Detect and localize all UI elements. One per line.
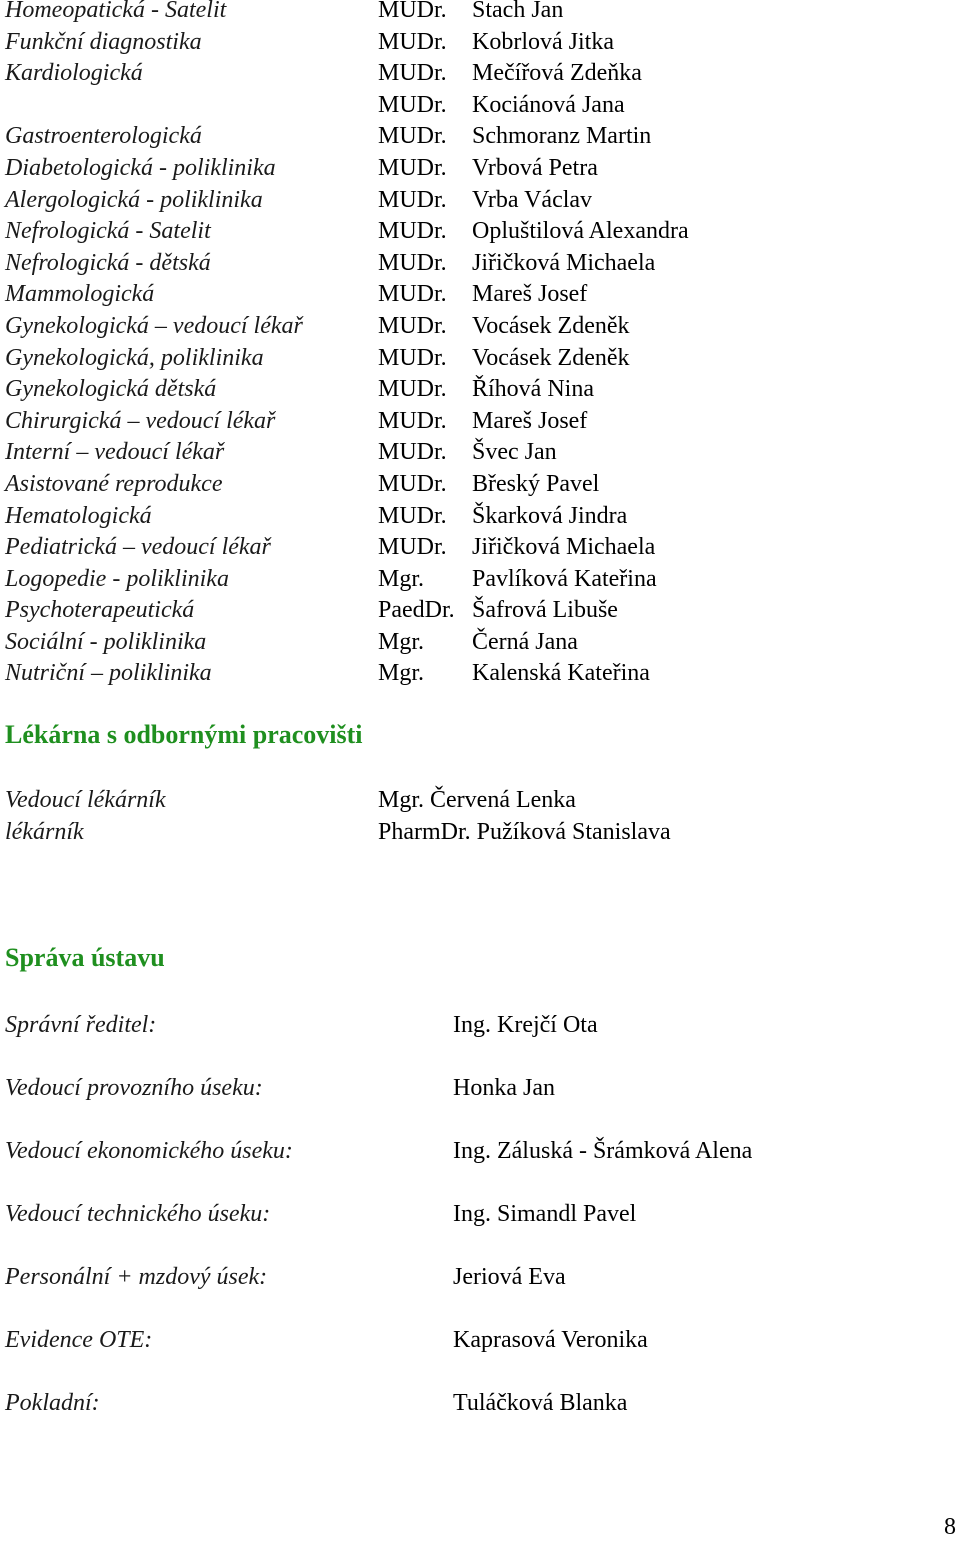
academic-title: MUDr. (378, 502, 447, 529)
academic-title: MUDr. (378, 376, 447, 403)
academic-title: MUDr. (378, 407, 447, 434)
department-name: Alergologická - poliklinika (5, 186, 263, 213)
academic-title: MUDr. (378, 0, 447, 23)
department-name: Psychoterapeutická (5, 597, 195, 624)
department-name: Nefrologická - dětská (5, 249, 211, 276)
role-label: Evidence OTE: (5, 1327, 153, 1353)
doctor-name: Kobrlová Jitka (472, 28, 614, 55)
academic-title: MUDr. (378, 186, 447, 213)
role-label: Správní ředitel: (5, 1012, 157, 1038)
department-name: Gynekologická, poliklinika (5, 344, 264, 371)
department-name: Mammologická (5, 281, 155, 308)
academic-title: Mgr. (378, 565, 425, 592)
person-name: Tuláčková Blanka (453, 1390, 628, 1416)
department-name: Nutriční – poliklinika (5, 660, 212, 687)
doctor-name: Schmoranz Martin (472, 123, 652, 150)
doctor-name: Šafrová Libuše (472, 597, 618, 624)
person-name: Ing. Záluská - Šrámková Alena (453, 1138, 753, 1164)
doctor-name: Stach Jan (472, 0, 564, 23)
doctor-name: Švec Jan (472, 439, 557, 466)
department-name: Diabetologická - poliklinika (5, 154, 276, 181)
doctor-name: Mečířová Zdeňka (472, 60, 642, 87)
department-name: Interní – vedoucí lékař (5, 439, 225, 466)
doctor-name: Jiřičková Michaela (472, 534, 656, 561)
department-name: Asistované reprodukce (5, 470, 223, 497)
person-name: Honka Jan (453, 1075, 555, 1101)
department-name: Homeopatická - Satelit (5, 0, 227, 23)
academic-title: MUDr. (378, 312, 447, 339)
doctor-name: Břeský Pavel (472, 470, 600, 497)
academic-title: Mgr. (378, 628, 425, 655)
doctor-name: Mareš Josef (472, 407, 588, 434)
doctor-name: Kalenská Kateřina (472, 660, 650, 687)
person-name: Ing. Simandl Pavel (453, 1201, 637, 1227)
department-name: Chirurgická – vedoucí lékař (5, 407, 276, 434)
administration-heading: Správa ústavu (5, 943, 165, 972)
page-number: 8 (944, 1514, 956, 1540)
department-name: Gastroenterologická (5, 123, 202, 150)
person-name: Kaprasová Veronika (453, 1327, 648, 1353)
academic-title: PaedDr. (378, 597, 455, 624)
role-label: Vedoucí lékárník (5, 787, 166, 813)
role-label: Personální + mzdový úsek: (5, 1264, 268, 1290)
doctor-name: Opluštilová Alexandra (472, 218, 689, 245)
role-label: Vedoucí ekonomického úseku: (5, 1138, 293, 1164)
role-label: Vedoucí provozního úseku: (5, 1075, 263, 1101)
doctor-name: Říhová Nina (472, 376, 594, 403)
person-name: PharmDr. Pužíková Stanislava (378, 818, 671, 845)
department-name: Kardiologická (5, 60, 143, 87)
academic-title: MUDr. (378, 60, 447, 87)
academic-title: MUDr. (378, 281, 447, 308)
role-label: Pokladní: (5, 1390, 100, 1416)
academic-title: MUDr. (378, 470, 447, 497)
doctor-name: Kociánová Jana (472, 91, 625, 118)
department-name: Gynekologická – vedoucí lékař (5, 312, 303, 339)
department-name: Gynekologická dětská (5, 376, 217, 403)
department-name: Hematologická (5, 502, 152, 529)
doctor-name: Vrba Václav (472, 186, 593, 213)
person-name: Jeriová Eva (453, 1264, 566, 1290)
academic-title: MUDr. (378, 154, 447, 181)
academic-title: MUDr. (378, 91, 447, 118)
department-name: Pediatrická – vedoucí lékař (5, 534, 271, 561)
doctor-name: Vrbová Petra (472, 154, 598, 181)
doctor-name: Škarková Jindra (472, 502, 628, 529)
doctor-name: Vocásek Zdeněk (472, 344, 630, 371)
person-name: Ing. Krejčí Ota (453, 1012, 598, 1038)
pharmacy-heading: Lékárna s odbornými pracovišti (5, 720, 363, 749)
role-label: Vedoucí technického úseku: (5, 1201, 271, 1227)
academic-title: MUDr. (378, 534, 447, 561)
doctor-name: Jiřičková Michaela (472, 249, 656, 276)
department-name: Funkční diagnostika (5, 28, 202, 55)
academic-title: Mgr. (378, 660, 425, 687)
department-name: Logopedie - poliklinika (5, 565, 229, 592)
academic-title: MUDr. (378, 249, 447, 276)
academic-title: MUDr. (378, 344, 447, 371)
department-name: Sociální - poliklinika (5, 628, 207, 655)
role-label: lékárník (5, 818, 84, 845)
person-name: Mgr. Červená Lenka (378, 787, 576, 813)
academic-title: MUDr. (378, 123, 447, 150)
doctor-name: Pavlíková Kateřina (472, 565, 657, 592)
doctor-name: Mareš Josef (472, 281, 588, 308)
doctor-name: Vocásek Zdeněk (472, 312, 630, 339)
academic-title: MUDr. (378, 218, 447, 245)
academic-title: MUDr. (378, 439, 447, 466)
academic-title: MUDr. (378, 28, 447, 55)
doctor-name: Černá Jana (472, 628, 578, 655)
department-name: Nefrologická - Satelit (5, 218, 211, 245)
